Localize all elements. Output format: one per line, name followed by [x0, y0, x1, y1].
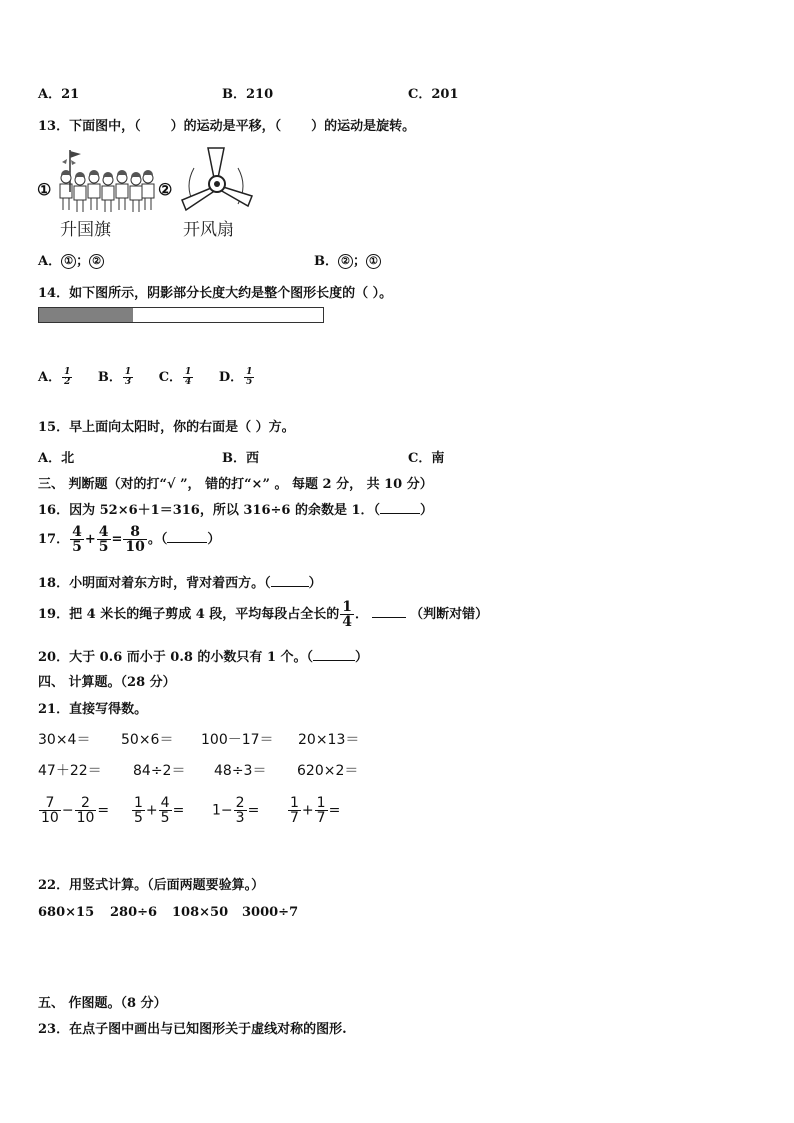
fraction-denominator: 10: [41, 810, 59, 826]
question-17: [38, 525, 220, 554]
fraction-denominator: 10: [125, 539, 145, 555]
q13-option-b: [314, 250, 381, 269]
equals-sign: =: [172, 802, 185, 819]
section-3-heading: 三、 判断题（对的打“√ ”， 错的打“×” 。 每题 2 分， 共 10 分）: [38, 477, 433, 492]
q18-text: 18．小明面对着东方时，背对着西方。（: [38, 576, 271, 591]
q16-text: 16．因为 52×6＋1＝316，所以 316÷6 的余数是 1．（: [38, 503, 381, 518]
q16-end: ）: [420, 503, 434, 518]
q14-option-b-label: B．: [97, 370, 122, 385]
circled-2: ②: [338, 254, 353, 269]
q14-option-c-label: C．: [158, 370, 183, 385]
question-20: [38, 646, 368, 665]
q19-text: 19．把 4 米长的绳子剪成 4 段，平均每段占全长的: [38, 607, 340, 622]
shaded-portion: [39, 308, 133, 322]
q20-end: ）: [355, 650, 369, 665]
fraction-numerator: 1: [316, 795, 326, 811]
q13-option-a-sep: ；: [76, 254, 90, 269]
q15-option-a: A．北: [38, 451, 75, 466]
fan-illustration: [174, 146, 258, 216]
plus-sign: +: [84, 532, 96, 547]
fraction-numerator: 4: [160, 795, 170, 811]
equals-sign: =: [247, 802, 260, 819]
q18-end: ）: [308, 576, 322, 591]
q21-row1-item1: 30×4＝: [38, 732, 91, 748]
answer-blank[interactable]: [271, 586, 309, 587]
fraction-numerator: 1: [290, 795, 299, 811]
q17-label: 17．: [38, 532, 70, 547]
q14-option-a-label: A．: [38, 370, 62, 385]
fraction-denominator: 7: [290, 810, 299, 826]
figure-label-1: ①: [37, 180, 52, 199]
question-16: [38, 499, 433, 518]
q14-options: [38, 366, 255, 387]
fraction-numerator: 4: [72, 524, 82, 540]
question-18: [38, 572, 322, 591]
fraction-numerator: 1: [64, 367, 71, 377]
fraction-denominator: 3: [235, 810, 245, 826]
circled-1: ①: [366, 254, 381, 269]
section-4-heading: 四、 计算题。（28 分）: [38, 675, 176, 690]
question-23: 23．在点子图中画出与已知图形关于虚线对称的图形.: [38, 1022, 347, 1037]
fraction-denominator: 5: [72, 539, 82, 555]
q22-item1: 680×15: [38, 905, 95, 920]
q13-stem-mid: ）的运动是平移，（: [170, 119, 282, 134]
equals-sign: =: [97, 802, 110, 819]
question-21-stem: 21．直接写得数。: [38, 702, 148, 717]
q13-option-a: [38, 250, 104, 269]
whole-number: 1−: [212, 802, 233, 819]
bar-figure: [38, 307, 324, 323]
fraction-numerator: 1: [185, 367, 192, 377]
q13-stem-pre: 13．下面图中，（: [38, 119, 141, 134]
q21-row3-item4: [287, 796, 340, 825]
fraction-numerator: 2: [75, 796, 97, 811]
q15-option-b: B．西: [222, 451, 259, 466]
question-15-stem: 15．早上面向太阳时，你的右面是（ ）方。: [38, 420, 295, 435]
section-5-heading: 五、 作图题。（8 分）: [38, 996, 167, 1011]
question-19: [38, 600, 488, 629]
fraction-denominator: 5: [160, 810, 170, 826]
q21-row3-item3: [212, 796, 259, 825]
figure-label-2: ②: [158, 180, 173, 199]
caption-fan: 开风扇: [183, 220, 234, 240]
q21-row2-item3: 48÷3＝: [214, 763, 267, 779]
question-13-stem: [38, 115, 415, 134]
q21-row3-item1: [38, 796, 109, 825]
option-c: C．201: [408, 87, 459, 102]
caption-flag-raising: 升国旗: [60, 220, 111, 240]
q22-item4: 3000÷7: [242, 905, 299, 920]
circled-2: ②: [89, 254, 104, 269]
q17-tail: 。（: [147, 532, 168, 547]
fraction-numerator: 1: [246, 367, 253, 377]
q21-row1-item2: 50×6＝: [121, 732, 174, 748]
fraction-denominator: 3: [124, 377, 132, 387]
q21-row1-item3: 100－17＝: [201, 732, 274, 748]
fraction-denominator: 2: [64, 377, 71, 387]
q13-stem-post: ）的运动是旋转。: [311, 119, 416, 134]
q14-option-d-label: D．: [218, 370, 244, 385]
q19-post: ．: [355, 607, 369, 622]
fraction-denominator: 5: [134, 810, 143, 826]
question-22-stem: 22．用竖式计算。（后面两题要验算。）: [38, 878, 265, 893]
q13-option-a-prefix: A．: [38, 254, 62, 269]
equals-sign: =: [111, 532, 123, 547]
option-b: B．210: [222, 87, 274, 102]
flag-raising-illustration: [54, 148, 158, 216]
operator: +: [301, 802, 314, 819]
operator: +: [145, 802, 158, 819]
q21-row2-item1: 47＋22＝: [38, 763, 102, 779]
q19-tail: （判断对错）: [410, 607, 489, 622]
fraction-denominator: 4: [342, 614, 353, 630]
fraction-numerator: 7: [39, 796, 61, 811]
fraction-denominator: 10: [76, 810, 95, 826]
fraction-numerator: 1: [134, 795, 143, 811]
q21-row1-item4: 20×13＝: [298, 732, 360, 748]
operator: −: [61, 802, 74, 819]
fraction-denominator: 5: [98, 539, 109, 555]
circled-1: ①: [61, 254, 76, 269]
fraction-numerator: 1: [342, 599, 353, 615]
equals-sign: =: [328, 802, 341, 819]
fraction-numerator: 4: [98, 524, 109, 540]
question-14-stem: 14．如下图所示，阴影部分长度大约是整个图形长度的（ ）。: [38, 286, 393, 301]
fraction-numerator: 2: [235, 795, 245, 811]
q15-option-c: C．南: [408, 451, 445, 466]
answer-blank[interactable]: [167, 542, 207, 543]
option-a: A．21: [38, 87, 80, 102]
fraction-numerator: 8: [123, 525, 146, 540]
q22-item3: 108×50: [172, 905, 229, 920]
fraction-denominator: 5: [246, 377, 253, 387]
q13-option-b-sep: ；: [353, 254, 367, 269]
q21-row2-item2: 84÷2＝: [133, 763, 186, 779]
q13-option-b-prefix: B．: [314, 254, 338, 269]
answer-blank[interactable]: [380, 513, 420, 514]
fraction-denominator: 4: [185, 377, 192, 387]
q17-end: ）: [207, 532, 221, 547]
q21-row3-item2: [131, 796, 184, 825]
answer-blank[interactable]: [313, 660, 355, 661]
q20-text: 20．大于 0.6 而小于 0.8 的小数只有 1 个。（: [38, 650, 314, 665]
q21-row2-item4: 620×2＝: [297, 763, 359, 779]
fraction-denominator: 7: [316, 810, 326, 826]
fraction-numerator: 1: [124, 367, 132, 377]
q22-item2: 280÷6: [110, 905, 158, 920]
answer-blank[interactable]: [372, 617, 406, 618]
